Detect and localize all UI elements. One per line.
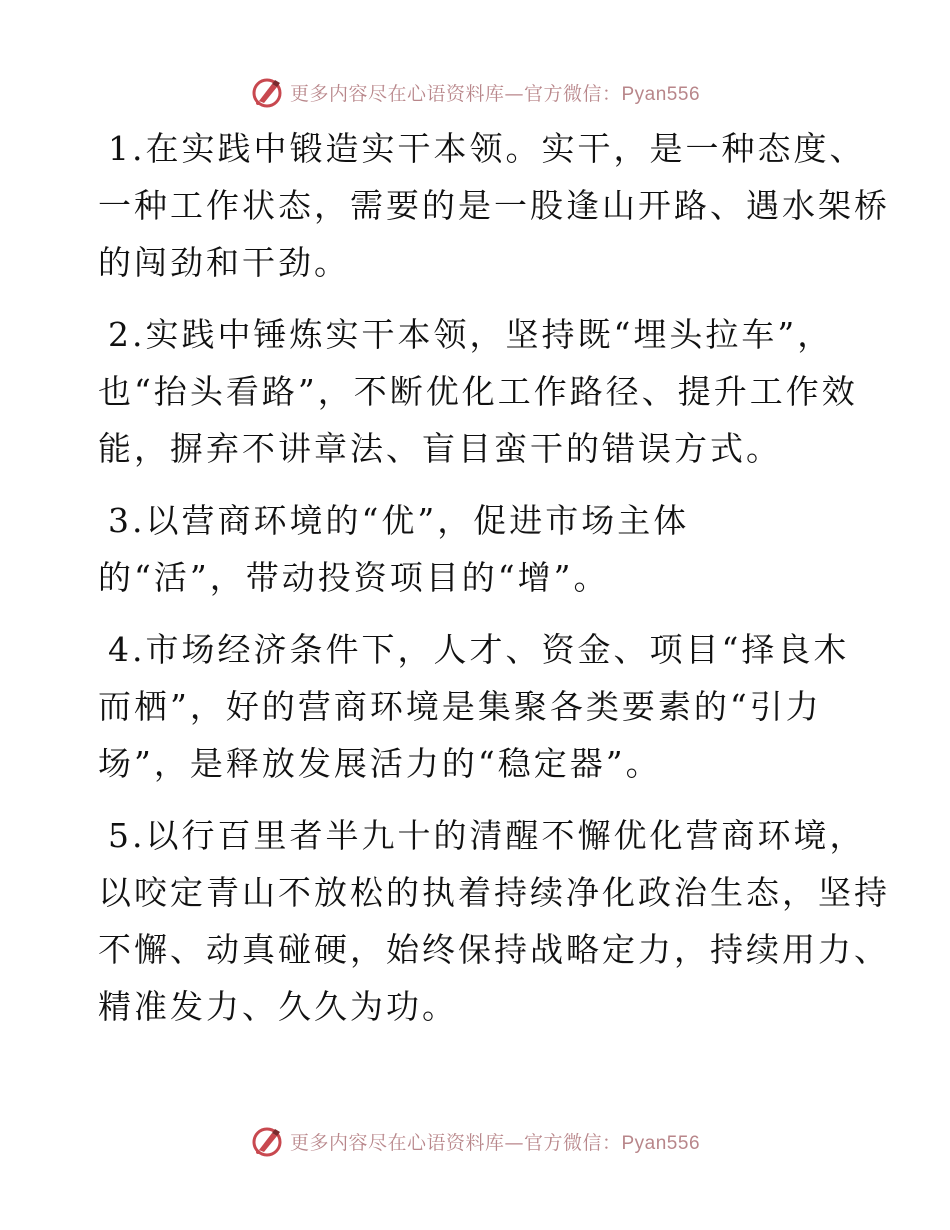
paragraph-4 <box>98 621 858 792</box>
watermark-text <box>290 79 700 106</box>
watermark-wechat-id: Pyan556 <box>621 1132 701 1154</box>
paragraph-line: 精准发力、久久为功。 <box>98 987 458 1026</box>
paragraph-1 <box>98 120 890 291</box>
paragraph-line: 以咬定青山不放松的执着持续净化政治生态，坚持 <box>98 873 890 912</box>
paragraph-line: 3.以营商环境的“优”，促进市场主体 <box>98 492 858 549</box>
paragraph-line: 的闯劲和干劲。 <box>98 243 350 282</box>
paragraph-line: 5.以行百里者半九十的清醒不懈优化营商环境， <box>98 807 858 864</box>
paragraph-number: 1. <box>108 129 146 168</box>
paragraph-3 <box>98 492 858 606</box>
document-body <box>98 120 890 1050</box>
watermark-wechat-id: Pyan556 <box>621 83 701 105</box>
paragraph-line: 2.实践中锤炼实干本领，坚持既“埋头拉车”， <box>98 306 858 363</box>
paragraph-line: 4.市场经济条件下，人才、资金、项目“择良木 <box>98 621 858 678</box>
watermark-label: 更多内容尽在心语资料库—官方微信： <box>289 82 622 105</box>
paragraph-line: 的“活”，带动投资项目的“增”。 <box>98 558 610 597</box>
paragraph-line: 也“抬头看路”，不断优化工作路径、提升工作效 <box>98 372 858 411</box>
watermark-header <box>0 72 950 112</box>
paragraph-line: 一种工作状态，需要的是一股逢山开路、遇水架桥 <box>98 186 890 225</box>
watermark-footer <box>0 1121 950 1161</box>
pen-logo-icon <box>250 1124 284 1158</box>
paragraph-line: 1.在实践中锻造实干本领。实干，是一种态度、 <box>98 120 858 177</box>
watermark-text <box>290 1128 700 1155</box>
pen-logo-icon <box>250 75 284 109</box>
paragraph-number: 5. <box>108 816 146 855</box>
paragraph-number: 2. <box>108 315 146 354</box>
paragraph-line: 能，摒弃不讲章法、盲目蛮干的错误方式。 <box>98 429 782 468</box>
paragraph-2 <box>98 306 858 477</box>
paragraph-number: 4. <box>108 630 146 669</box>
paragraph-line: 场”，是释放发展活力的“稳定器”。 <box>98 744 662 783</box>
watermark-label: 更多内容尽在心语资料库—官方微信： <box>289 1131 622 1154</box>
paragraph-line: 而栖”，好的营商环境是集聚各类要素的“引力 <box>98 687 822 726</box>
paragraph-number: 3. <box>108 501 146 540</box>
paragraph-5 <box>98 807 890 1035</box>
paragraph-line: 不懈、动真碰硬，始终保持战略定力，持续用力、 <box>98 930 890 969</box>
